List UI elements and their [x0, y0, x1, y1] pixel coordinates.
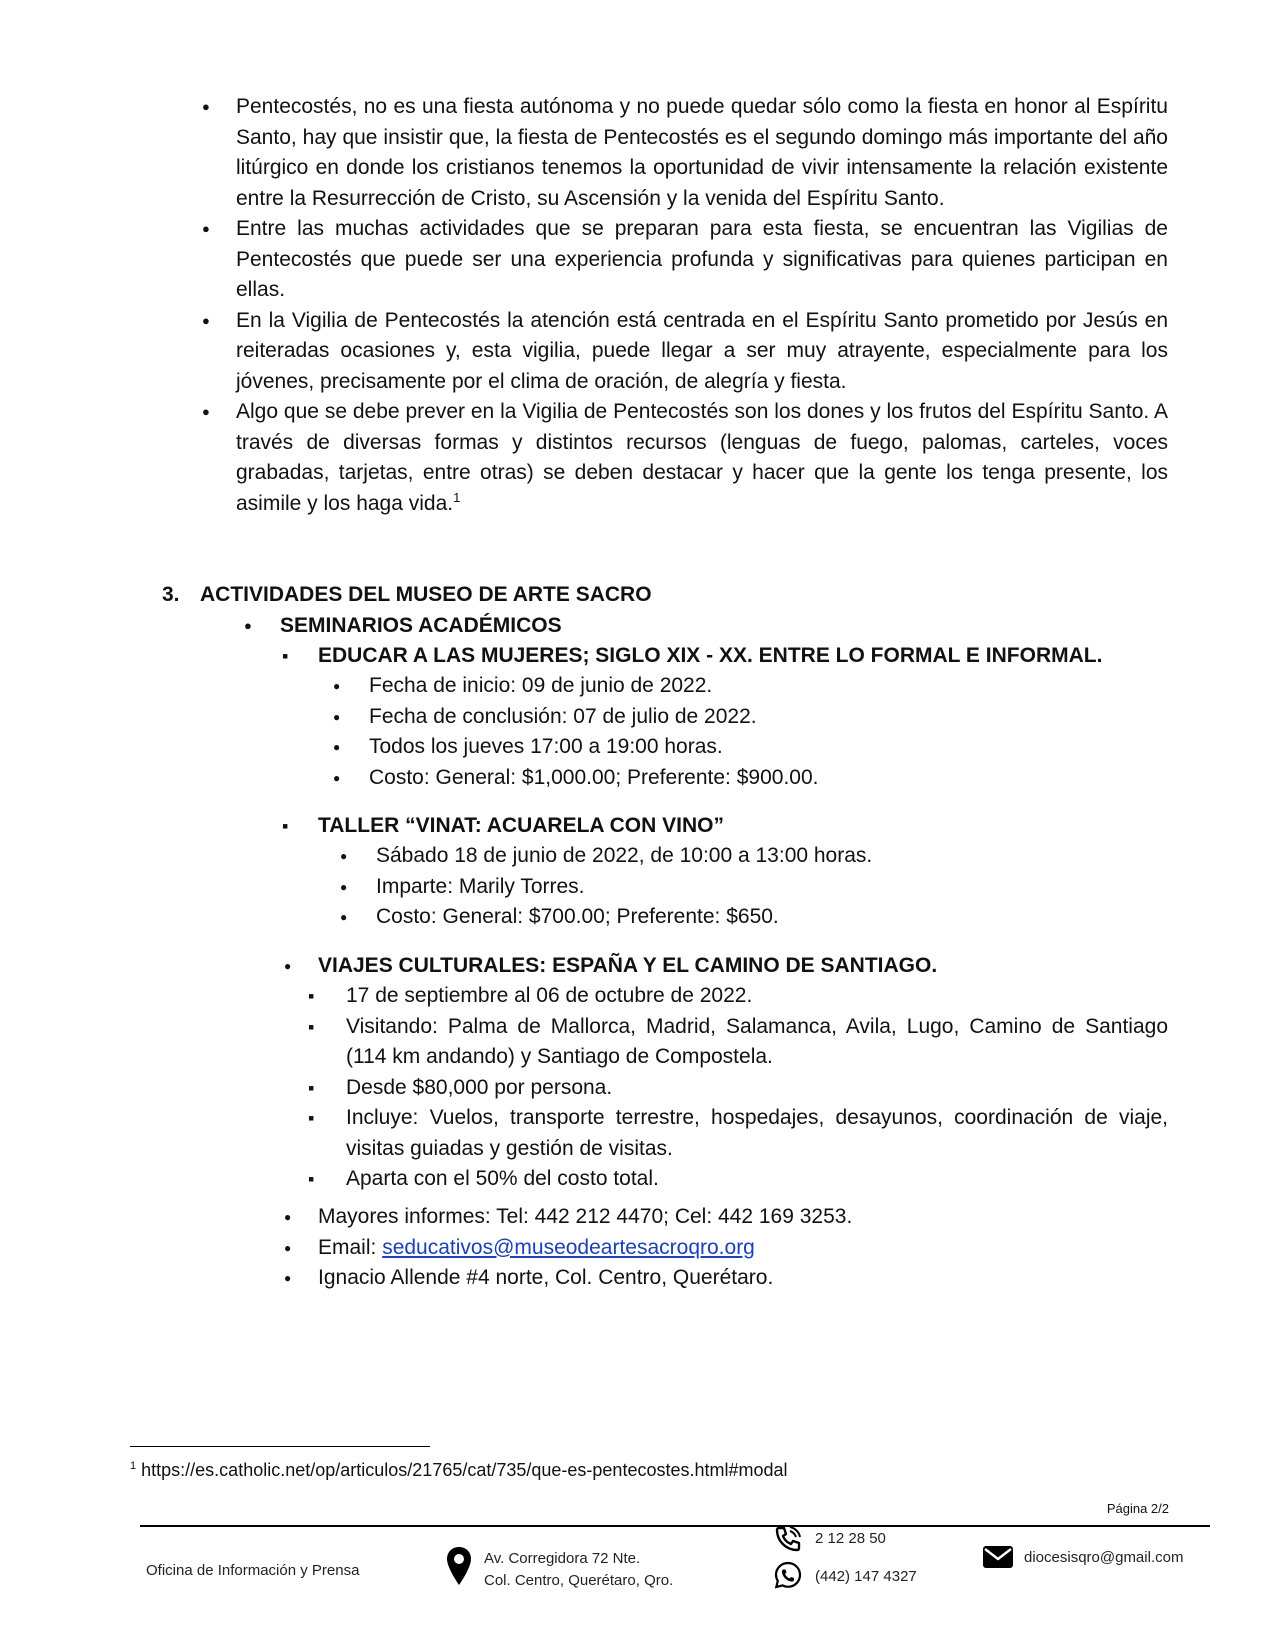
list-item: ▪ Aparta con el 50% del costo total.	[308, 1164, 1168, 1195]
seminar-details-list	[333, 671, 818, 793]
footer-address: Av. Corregidora 72 Nte. Col. Centro, Querétaro, Qro.	[484, 1550, 674, 1589]
list-item: ● Costo: General: $1,000.00; Preferente: $900.00.	[333, 763, 818, 794]
footer-divider	[140, 1525, 1210, 1527]
footer-phone: 2 12 28 50	[815, 1530, 886, 1547]
contact-address: ● Ignacio Allende #4 norte, Col. Centro, Querétaro.	[284, 1263, 852, 1294]
footer-email[interactable]: diocesisqro@gmail.com	[1024, 1549, 1184, 1566]
intro-bullet-list	[200, 92, 1168, 519]
workshop-details-list	[340, 841, 872, 933]
contact-email: ● Email: seducativos@museodeartesacroqro.org	[284, 1233, 852, 1264]
list-item: ● Fecha de conclusión: 07 de julio de 2022.	[333, 702, 818, 733]
page-number: Página 2/2	[1106, 1501, 1169, 1516]
list-item: ● Sábado 18 de junio de 2022, de 10:00 a 13:00 horas.	[340, 841, 872, 872]
intro-bullet-4: ● Algo que se debe prever en la Vigilia de Pentecostés son los dones y los frutos del Espíritu Santo. A través de diversas formas y distintos recursos (lenguas de fuego, palomas, carteles, voces grabadas, tarjetas, entre otras) se deben destacar y hacer que la gente los tenga presente, los asimile y los haga vida.$^1$	[200, 397, 1168, 519]
phone-icon	[773, 1524, 803, 1559]
list-item: ▪ 17 de septiembre al 06 de octubre de 2022.	[308, 981, 1168, 1012]
email-link[interactable]: seducativos@museodeartesacroqro.org	[382, 1235, 755, 1259]
workshop-title: ▪ TALLER “VINAT: ACUARELA CON VINO”	[282, 811, 724, 842]
location-pin-icon	[446, 1546, 472, 1591]
footnote	[130, 1458, 788, 1482]
list-item: ● Todos los jueves 17:00 a 19:00 horas.	[333, 732, 818, 763]
trips-title: ● VIAJES CULTURALES: ESPAÑA Y EL CAMINO DE SANTIAGO.	[284, 951, 937, 982]
footnote-url[interactable]: https://es.catholic.net/op/articulos/21765/cat/735/que-es-pentecostes.html#modal	[141, 1460, 788, 1480]
contact-phones: ● Mayores informes: Tel: 442 212 4470; Cel: 442 169 3253.	[284, 1202, 852, 1233]
section-title	[162, 580, 652, 610]
whatsapp-icon	[773, 1560, 803, 1595]
trips-details-list	[308, 981, 1168, 1195]
footer-whatsapp: (442) 147 4327	[815, 1568, 917, 1585]
list-item: ● Imparte: Marily Torres.	[340, 872, 872, 903]
footnote-number: 1	[130, 1460, 137, 1472]
section-number: 3.	[162, 583, 180, 606]
list-item: ● Fecha de inicio: 09 de junio de 2022.	[333, 671, 818, 702]
contact-list	[284, 1202, 852, 1294]
list-item: ▪ Incluye: Vuelos, transporte terrestre, hospedajes, desayunos, coordinación de viaje, visitas guiadas y gestión de visitas.	[308, 1103, 1168, 1164]
list-item: ▪ Desde $80,000 por persona.	[308, 1073, 1168, 1104]
footnote-reference[interactable]: 1	[453, 489, 461, 505]
list-item: ● Costo: General: $700.00; Preferente: $650.	[340, 902, 872, 933]
envelope-icon	[982, 1544, 1014, 1575]
sub-heading-seminarios: ● SEMINARIOS ACADÉMICOS	[244, 611, 562, 642]
intro-bullet-1: ● Pentecostés, no es una fiesta autónoma y no puede quedar sólo como la fiesta en honor al Espíritu Santo, hay que insistir que, la fiesta de Pentecostés es el segundo domingo más importante del año litúrgico en donde los cristianos tenemos la oportunidad de vivir intensamente la relación existente entre la Resurrección de Cristo, su Ascensión y la venida del Espíritu Santo.	[200, 92, 1168, 214]
intro-bullet-3: ● En la Vigilia de Pentecostés la atención está centrada en el Espíritu Santo prometido por Jesús en reiteradas ocasiones y, esta vigilia, puede llegar a ser muy atrayente, especialmente para los jóvenes, precisamente por el clima de oración, de alegría y fiesta.	[200, 306, 1168, 398]
intro-bullet-2: ● Entre las muchas actividades que se preparan para esta fiesta, se encuentran las Vigilias de Pentecostés que puede ser una experiencia profunda y significativas para quienes participan en ellas.	[200, 214, 1168, 306]
section-title-text: ACTIVIDADES DEL MUSEO DE ARTE SACRO	[200, 583, 652, 606]
footnote-divider	[130, 1446, 430, 1447]
seminar-title: ▪ EDUCAR A LAS MUJERES; SIGLO XIX - XX. ENTRE LO FORMAL E INFORMAL.	[282, 641, 1102, 672]
footer-office: Oficina de Información y Prensa	[146, 1562, 360, 1579]
list-item: ▪ Visitando: Palma de Mallorca, Madrid, Salamanca, Avila, Lugo, Camino de Santiago (114 km andando) y Santiago de Compostela.	[308, 1012, 1168, 1073]
